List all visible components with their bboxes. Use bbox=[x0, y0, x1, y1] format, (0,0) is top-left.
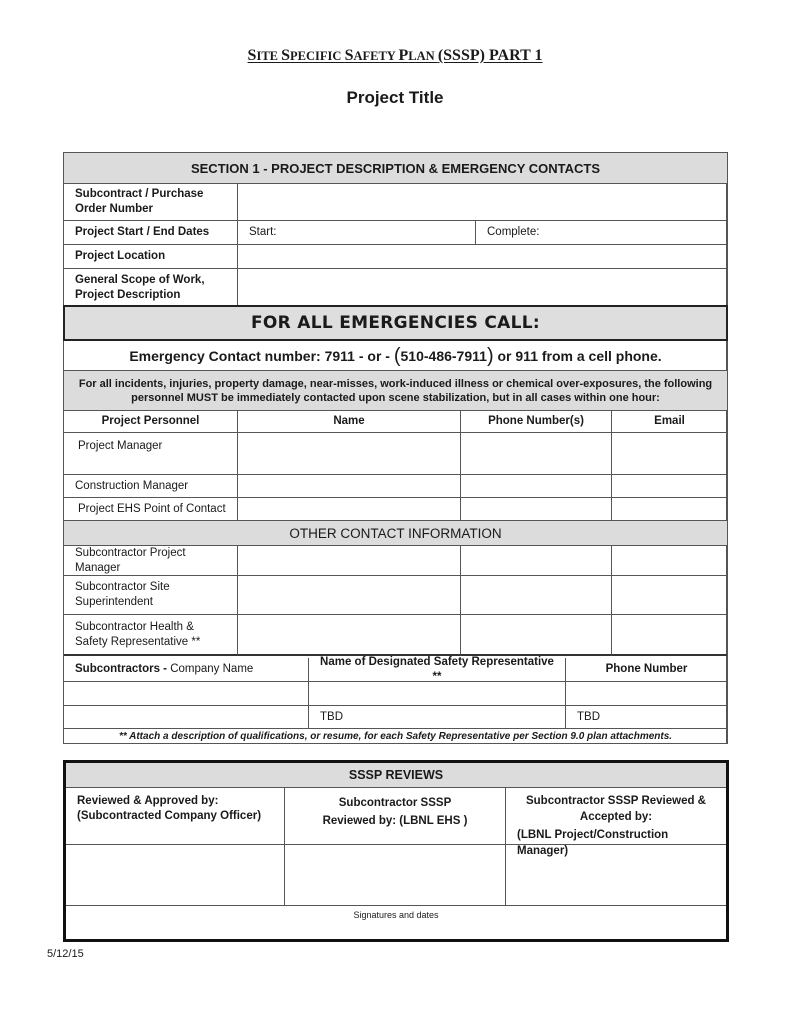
po-field[interactable] bbox=[238, 184, 727, 221]
role-project-manager: Project Manager bbox=[64, 433, 238, 475]
col-header-name: Name bbox=[238, 411, 461, 433]
subcontractor-company-field[interactable] bbox=[64, 706, 309, 729]
reviewer-1-signature-field[interactable] bbox=[66, 845, 285, 906]
sub-super-phone-field[interactable] bbox=[461, 576, 612, 615]
sub-pm-email-field[interactable] bbox=[612, 546, 727, 576]
signatures-label: Signatures and dates bbox=[353, 910, 439, 920]
project-manager-email-field[interactable] bbox=[612, 433, 727, 475]
sub-super-email-field[interactable] bbox=[612, 576, 727, 615]
start-date-field[interactable] bbox=[238, 221, 476, 245]
col-header-personnel: Project Personnel bbox=[64, 411, 238, 433]
other-contact-heading: OTHER CONTACT INFORMATION bbox=[64, 521, 727, 546]
subcontractor-rep-field[interactable] bbox=[309, 682, 566, 706]
subcontractors-header-company: Subcontractors - Company Name bbox=[64, 658, 309, 682]
incident-notice: For all incidents, injuries, property damage, near-misses, work-induced illness or chemical over-exposures, the following personnel MUST be immediately contacted upon scene stabilization, but in all cases within one hour: bbox=[64, 371, 727, 411]
emergency-banner: FOR ALL EMERGENCIES CALL: bbox=[63, 305, 728, 341]
emergency-phone-number: 510-486-7911 bbox=[400, 347, 487, 364]
construction-manager-email-field[interactable] bbox=[612, 475, 727, 498]
project-manager-name-field[interactable] bbox=[238, 433, 461, 475]
role-sub-hs-rep: Subcontractor Health & Safety Representative ** bbox=[64, 615, 238, 656]
scope-label: General Scope of Work, Project Description bbox=[64, 269, 238, 306]
sssp-reviews-table bbox=[63, 760, 729, 942]
po-label: Subcontract / Purchase Order Number bbox=[64, 184, 238, 221]
role-sub-site-superintendent: Subcontractor Site Superintendent bbox=[64, 576, 238, 615]
complete-date-field[interactable] bbox=[476, 221, 727, 245]
footnote: ** Attach a description of qualifications, or resume, for each Safety Representative per Section 9.0 plan attachments. bbox=[118, 730, 673, 742]
location-label: Project Location bbox=[64, 245, 238, 269]
construction-manager-phone-field[interactable] bbox=[461, 475, 612, 498]
reviewer-3-header: Subcontractor SSSP Reviewed & Accepted by: (LBNL Project/Construction Manager) bbox=[506, 788, 726, 845]
section1-heading: SECTION 1 - PROJECT DESCRIPTION & EMERGENCY CONTACTS bbox=[64, 153, 727, 184]
reviews-heading: SSSP REVIEWS bbox=[66, 763, 726, 788]
dates-label: Project Start / End Dates bbox=[64, 221, 238, 245]
reviewer-1-header: Reviewed & Approved by: (Subcontracted Company Officer) bbox=[66, 788, 285, 845]
role-construction-manager: Construction Manager bbox=[64, 475, 238, 498]
ehs-poc-name-field[interactable] bbox=[238, 498, 461, 521]
location-field[interactable] bbox=[238, 245, 727, 269]
document-title: SITE SPECIFIC SAFETY PLAN (SSSP) PART 1 bbox=[247, 47, 543, 64]
start-label: Start: bbox=[249, 226, 277, 238]
subcontractor-phone-field[interactable] bbox=[566, 682, 727, 706]
ehs-poc-phone-field[interactable] bbox=[461, 498, 612, 521]
ehs-poc-email-field[interactable] bbox=[612, 498, 727, 521]
reviewer-2-signature-field[interactable] bbox=[285, 845, 506, 906]
project-manager-phone-field[interactable] bbox=[461, 433, 612, 475]
sub-super-name-field[interactable] bbox=[238, 576, 461, 615]
sub-pm-phone-field[interactable] bbox=[461, 546, 612, 576]
sub-hs-name-field[interactable] bbox=[238, 615, 461, 656]
scope-field[interactable] bbox=[238, 269, 727, 306]
sub-hs-email-field[interactable] bbox=[612, 615, 727, 656]
subcontractor-rep-field[interactable]: TBD bbox=[309, 706, 566, 729]
complete-label: Complete: bbox=[487, 226, 540, 238]
sub-pm-name-field[interactable] bbox=[238, 546, 461, 576]
col-header-phone: Phone Number(s) bbox=[461, 411, 612, 433]
emergency-contact-line: Emergency Contact number: 7911 - or - ( 510-486-7911 ) or 911 from a cell phone. bbox=[64, 342, 727, 371]
project-title: Project Title bbox=[346, 88, 444, 107]
reviewer-2-header: Subcontractor SSSP Reviewed by: (LBNL EHS ) bbox=[285, 788, 506, 845]
col-header-email: Email bbox=[612, 411, 727, 433]
role-ehs-poc: Project EHS Point of Contact bbox=[64, 498, 238, 521]
reviewer-3-signature-field[interactable] bbox=[506, 845, 726, 906]
subcontractors-header-phone: Phone Number bbox=[566, 658, 727, 682]
construction-manager-name-field[interactable] bbox=[238, 475, 461, 498]
sub-hs-phone-field[interactable] bbox=[461, 615, 612, 656]
section1-table bbox=[63, 152, 728, 744]
subcontractor-company-field[interactable] bbox=[64, 682, 309, 706]
role-sub-project-manager: Subcontractor Project Manager bbox=[64, 546, 238, 576]
revision-date: 5/12/15 bbox=[47, 948, 84, 960]
subcontractors-header-rep: Name of Designated Safety Representative ** bbox=[309, 658, 566, 682]
subcontractor-phone-field[interactable]: TBD bbox=[566, 706, 727, 729]
